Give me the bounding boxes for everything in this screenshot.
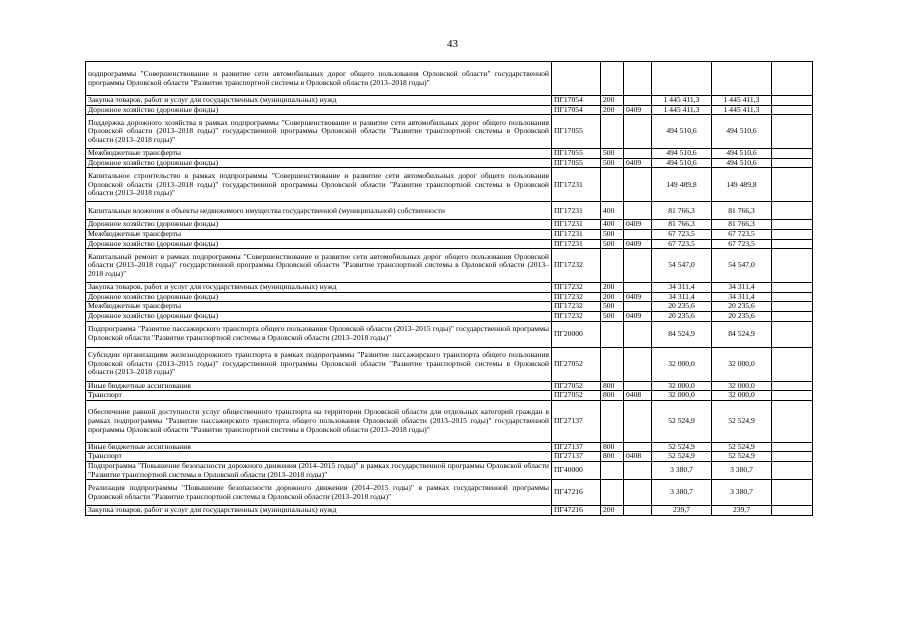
table-row bbox=[86, 442, 813, 452]
row-name-cell: Субсидии организациям железнодорожного транспорта в рамках подпрограммы "Развитие пассажирского транспорта общего пользования Орловской области (2013–2015 годы)" государственной программы Орловской области "Развитие транспортной системы в Орловской области (2013–2018 годы)" bbox=[86, 347, 552, 381]
amount-cell: 67 723,5 bbox=[712, 229, 772, 239]
table-row bbox=[86, 461, 813, 479]
target-article-cell: ПГ17231 bbox=[552, 229, 601, 239]
expense-type-cell: 500 bbox=[601, 229, 624, 239]
amount-cell: 3 380,7 bbox=[712, 461, 772, 479]
empty-cell bbox=[772, 400, 813, 442]
amount-cell: 32 000,0 bbox=[712, 347, 772, 381]
table-row bbox=[86, 283, 813, 293]
amount-cell: 52 524,9 bbox=[712, 452, 772, 462]
target-article-cell: ПГ17232 bbox=[552, 249, 601, 283]
amount-cell: 32 000,0 bbox=[652, 391, 712, 401]
target-article-cell: ПГ17231 bbox=[552, 220, 601, 230]
section-cell bbox=[624, 442, 652, 452]
target-article-cell: ПГ17231 bbox=[552, 168, 601, 202]
target-article-cell: ПГ27137 bbox=[552, 442, 601, 452]
expense-type-cell: 500 bbox=[601, 239, 624, 249]
section-cell bbox=[624, 461, 652, 479]
table-row bbox=[86, 321, 813, 347]
table-row bbox=[86, 115, 813, 149]
empty-cell bbox=[772, 239, 813, 249]
row-name-cell: Закупка товаров, работ и услуг для государственных (муниципальных) нужд bbox=[86, 96, 552, 106]
amount-cell: 494 510,6 bbox=[712, 149, 772, 159]
row-name-cell: Дорожное хозяйство (дорожные фонды) bbox=[86, 292, 552, 302]
amount-cell: 34 311,4 bbox=[712, 292, 772, 302]
expense-type-cell bbox=[601, 480, 624, 506]
section-cell: 0408 bbox=[624, 391, 652, 401]
row-name-cell: Дорожное хозяйство (дорожные фонды) bbox=[86, 158, 552, 168]
amount-cell: 3 380,7 bbox=[652, 461, 712, 479]
target-article-cell: ПГ47216 bbox=[552, 480, 601, 506]
expense-type-cell: 800 bbox=[601, 442, 624, 452]
amount-cell: 3 380,7 bbox=[712, 480, 772, 506]
section-cell: 0409 bbox=[624, 311, 652, 321]
table-row bbox=[86, 480, 813, 506]
amount-cell: 67 723,5 bbox=[712, 239, 772, 249]
amount-cell: 20 235,6 bbox=[712, 311, 772, 321]
amount-cell: 34 311,4 bbox=[712, 283, 772, 293]
table-row bbox=[86, 149, 813, 159]
target-article-cell: ПГ17231 bbox=[552, 239, 601, 249]
amount-cell: 52 524,9 bbox=[652, 442, 712, 452]
amount-cell: 3 380,7 bbox=[652, 480, 712, 506]
empty-cell bbox=[772, 96, 813, 106]
amount-cell: 52 524,9 bbox=[652, 400, 712, 442]
table-row bbox=[86, 302, 813, 312]
section-cell bbox=[624, 96, 652, 106]
section-cell bbox=[624, 149, 652, 159]
amount-cell: 494 510,6 bbox=[652, 115, 712, 149]
target-article-cell: ПГ17055 bbox=[552, 115, 601, 149]
row-name-cell: Реализация подпрограммы "Повышение безопасности дорожного движения (2014–2015 годы)" в рамках государственной программы Орловской области "Развитие транспортной системы в Орловской области (2013–2018 годы)" bbox=[86, 480, 552, 506]
expense-type-cell: 800 bbox=[601, 391, 624, 401]
section-cell bbox=[624, 249, 652, 283]
row-name-cell: Подпрограмма "Развитие пассажирского транспорта общего пользования Орловской области (2013–2015 годы)" государственной программы Орловской области "Развитие транспортной системы в Орловской области (2013–2018 годы)" bbox=[86, 321, 552, 347]
expense-type-cell bbox=[601, 168, 624, 202]
expense-type-cell: 200 bbox=[601, 283, 624, 293]
row-name-cell: Межбюджетные трансферты bbox=[86, 229, 552, 239]
table-row bbox=[86, 202, 813, 220]
empty-cell bbox=[772, 442, 813, 452]
empty-cell bbox=[772, 283, 813, 293]
table-row bbox=[86, 239, 813, 249]
table-row bbox=[86, 220, 813, 230]
section-cell bbox=[624, 400, 652, 442]
amount-cell: 20 235,6 bbox=[652, 311, 712, 321]
table-row bbox=[86, 400, 813, 442]
section-cell: 0408 bbox=[624, 452, 652, 462]
empty-cell bbox=[772, 62, 813, 96]
amount-cell: 34 311,4 bbox=[652, 292, 712, 302]
expense-type-cell: 800 bbox=[601, 452, 624, 462]
page-number: 43 bbox=[447, 38, 458, 50]
amount-cell: 84 524,9 bbox=[652, 321, 712, 347]
target-article-cell: ПГ27137 bbox=[552, 400, 601, 442]
table-row bbox=[86, 452, 813, 462]
expense-type-cell: 500 bbox=[601, 149, 624, 159]
expense-type-cell bbox=[601, 62, 624, 96]
empty-cell bbox=[772, 506, 813, 516]
table-row bbox=[86, 249, 813, 283]
amount-cell: 67 723,5 bbox=[652, 239, 712, 249]
empty-cell bbox=[772, 391, 813, 401]
empty-cell bbox=[772, 292, 813, 302]
empty-cell bbox=[772, 249, 813, 283]
row-name-cell: Межбюджетные трансферты bbox=[86, 302, 552, 312]
table-row bbox=[86, 506, 813, 516]
amount-cell: 494 510,6 bbox=[652, 158, 712, 168]
amount-cell: 81 766,3 bbox=[712, 202, 772, 220]
empty-cell bbox=[772, 452, 813, 462]
row-name-cell: Транспорт bbox=[86, 391, 552, 401]
expense-type-cell bbox=[601, 321, 624, 347]
target-article-cell: ПГ17055 bbox=[552, 149, 601, 159]
expense-type-cell: 200 bbox=[601, 96, 624, 106]
row-name-cell: Дорожное хозяйство (дорожные фонды) bbox=[86, 220, 552, 230]
section-cell: 0409 bbox=[624, 105, 652, 115]
expense-type-cell: 400 bbox=[601, 202, 624, 220]
section-cell bbox=[624, 381, 652, 391]
row-name-cell: Иные бюджетные ассигнования bbox=[86, 381, 552, 391]
section-cell bbox=[624, 62, 652, 96]
section-cell bbox=[624, 347, 652, 381]
amount-cell: 81 766,3 bbox=[652, 220, 712, 230]
expense-type-cell: 500 bbox=[601, 302, 624, 312]
row-name-cell: Дорожное хозяйство (дорожные фонды) bbox=[86, 311, 552, 321]
amount-cell: 1 445 411,3 bbox=[652, 96, 712, 106]
row-name-cell: Поддержка дорожного хозяйства в рамках подпрограммы "Совершенствование и развитие сети автомобильных дорог общего пользования Орловской области (2013–2018 годы)" государственной программы Орловской области "Развитие транспортной системы в Орловской области (2013–2018 годы)" bbox=[86, 115, 552, 149]
table-row bbox=[86, 62, 813, 96]
amount-cell: 54 547,0 bbox=[712, 249, 772, 283]
target-article-cell: ПГ40000 bbox=[552, 461, 601, 479]
empty-cell bbox=[772, 321, 813, 347]
target-article-cell: ПГ27052 bbox=[552, 391, 601, 401]
empty-cell bbox=[772, 202, 813, 220]
section-cell: 0409 bbox=[624, 220, 652, 230]
table-row bbox=[86, 292, 813, 302]
amount-cell: 1 445 411,3 bbox=[652, 105, 712, 115]
amount-cell: 32 000,0 bbox=[712, 381, 772, 391]
amount-cell: 20 235,6 bbox=[712, 302, 772, 312]
row-name-cell: Иные бюджетные ассигнования bbox=[86, 442, 552, 452]
section-cell bbox=[624, 506, 652, 516]
empty-cell bbox=[772, 229, 813, 239]
table-row bbox=[86, 311, 813, 321]
table-row bbox=[86, 391, 813, 401]
table-row bbox=[86, 96, 813, 106]
amount-cell: 149 489,8 bbox=[712, 168, 772, 202]
target-article-cell: ПГ17232 bbox=[552, 302, 601, 312]
amount-cell: 52 524,9 bbox=[652, 452, 712, 462]
target-article-cell: ПГ47216 bbox=[552, 506, 601, 516]
amount-cell bbox=[712, 62, 772, 96]
section-cell bbox=[624, 283, 652, 293]
amount-cell: 239,7 bbox=[712, 506, 772, 516]
table-row bbox=[86, 381, 813, 391]
row-name-cell: Капитальное строительство в рамках подпрограммы "Совершенствование и развитие сети автомобильных дорог общего пользования Орловской области (2013–2018 годы)" государственной программы Орловской области "Развитие транспортной системы в Орловской области (2013–2018 годы)" bbox=[86, 168, 552, 202]
expense-type-cell bbox=[601, 347, 624, 381]
amount-cell: 149 489,8 bbox=[652, 168, 712, 202]
empty-cell bbox=[772, 347, 813, 381]
row-name-cell: Межбюджетные трансферты bbox=[86, 149, 552, 159]
target-article-cell: ПГ20000 bbox=[552, 321, 601, 347]
amount-cell: 1 445 411,3 bbox=[712, 105, 772, 115]
target-article-cell: ПГ27137 bbox=[552, 452, 601, 462]
expense-type-cell: 200 bbox=[601, 506, 624, 516]
amount-cell: 494 510,6 bbox=[712, 115, 772, 149]
section-cell bbox=[624, 480, 652, 506]
section-cell bbox=[624, 321, 652, 347]
empty-cell bbox=[772, 461, 813, 479]
amount-cell: 494 510,6 bbox=[712, 158, 772, 168]
row-name-cell: Дорожное хозяйство (дорожные фонды) bbox=[86, 105, 552, 115]
empty-cell bbox=[772, 105, 813, 115]
target-article-cell: ПГ17232 bbox=[552, 311, 601, 321]
empty-cell bbox=[772, 149, 813, 159]
budget-table bbox=[85, 61, 813, 516]
row-name-cell: подпрограммы "Совершенствование и развитие сети автомобильных дорог общего пользования Орловской области" государственной программы Орловской области "Развитие транспортной системы в Орловской области (2013–2018 годы)" bbox=[86, 62, 552, 96]
amount-cell: 54 547,0 bbox=[652, 249, 712, 283]
amount-cell: 32 000,0 bbox=[712, 391, 772, 401]
table-row bbox=[86, 105, 813, 115]
amount-cell: 32 000,0 bbox=[652, 381, 712, 391]
amount-cell: 81 766,3 bbox=[652, 202, 712, 220]
amount-cell: 84 524,9 bbox=[712, 321, 772, 347]
expense-type-cell: 200 bbox=[601, 105, 624, 115]
amount-cell bbox=[652, 62, 712, 96]
amount-cell: 1 445 411,3 bbox=[712, 96, 772, 106]
empty-cell bbox=[772, 381, 813, 391]
row-name-cell: Подпрограмма "Повышение безопасности дорожного движения (2014–2015 годы)" в рамках государственной программы Орловской области "Развитие транспортной системы в Орловской области (2013–2018 годы)" bbox=[86, 461, 552, 479]
row-name-cell: Закупка товаров, работ и услуг для государственных (муниципальных) нужд bbox=[86, 506, 552, 516]
section-cell: 0409 bbox=[624, 239, 652, 249]
target-article-cell: ПГ17054 bbox=[552, 96, 601, 106]
section-cell bbox=[624, 202, 652, 220]
empty-cell bbox=[772, 480, 813, 506]
section-cell bbox=[624, 229, 652, 239]
section-cell: 0409 bbox=[624, 292, 652, 302]
target-article-cell: ПГ17231 bbox=[552, 202, 601, 220]
expense-type-cell bbox=[601, 249, 624, 283]
section-cell: 0409 bbox=[624, 158, 652, 168]
amount-cell: 494 510,6 bbox=[652, 149, 712, 159]
row-name-cell: Закупка товаров, работ и услуг для государственных (муниципальных) нужд bbox=[86, 283, 552, 293]
amount-cell: 32 000,0 bbox=[652, 347, 712, 381]
expense-type-cell: 400 bbox=[601, 220, 624, 230]
target-article-cell bbox=[552, 62, 601, 96]
row-name-cell: Транспорт bbox=[86, 452, 552, 462]
amount-cell: 52 524,9 bbox=[712, 400, 772, 442]
table-row bbox=[86, 229, 813, 239]
empty-cell bbox=[772, 115, 813, 149]
amount-cell: 239,7 bbox=[652, 506, 712, 516]
table-row bbox=[86, 168, 813, 202]
target-article-cell: ПГ17055 bbox=[552, 158, 601, 168]
target-article-cell: ПГ17054 bbox=[552, 105, 601, 115]
empty-cell bbox=[772, 158, 813, 168]
empty-cell bbox=[772, 302, 813, 312]
amount-cell: 67 723,5 bbox=[652, 229, 712, 239]
target-article-cell: ПГ17232 bbox=[552, 283, 601, 293]
amount-cell: 34 311,4 bbox=[652, 283, 712, 293]
target-article-cell: ПГ27052 bbox=[552, 347, 601, 381]
amount-cell: 52 524,9 bbox=[712, 442, 772, 452]
section-cell bbox=[624, 302, 652, 312]
expense-type-cell: 500 bbox=[601, 158, 624, 168]
section-cell bbox=[624, 168, 652, 202]
empty-cell bbox=[772, 311, 813, 321]
row-name-cell: Дорожное хозяйство (дорожные фонды) bbox=[86, 239, 552, 249]
row-name-cell: Капитальный ремонт в рамках подпрограммы "Совершенствование и развитие сети автомобильных дорог общего пользования Орловской области (2013–2018 годы)" государственной программы Орловской области "Развитие транспортной системы в Орловской области (2013–2018 годы)" bbox=[86, 249, 552, 283]
target-article-cell: ПГ17232 bbox=[552, 292, 601, 302]
row-name-cell: Обеспечение равной доступности услуг общественного транспорта на территории Орловской области для отдельных категорий граждан в рамках подпрограммы "Развитие пассажирского транспорта общего пользования Орловской области (2013–2015 годы)" государственной программы Орловской области "Развитие транспортной системы в Орловской области (2013–2018 годы)" bbox=[86, 400, 552, 442]
expense-type-cell: 200 bbox=[601, 292, 624, 302]
table-row bbox=[86, 347, 813, 381]
row-name-cell: Капитальные вложения в объекты недвижимого имущества государственной (муниципальной) собственности bbox=[86, 202, 552, 220]
table-row bbox=[86, 158, 813, 168]
section-cell bbox=[624, 115, 652, 149]
empty-cell bbox=[772, 220, 813, 230]
empty-cell bbox=[772, 168, 813, 202]
expense-type-cell bbox=[601, 461, 624, 479]
expense-type-cell: 500 bbox=[601, 311, 624, 321]
amount-cell: 81 766,3 bbox=[712, 220, 772, 230]
amount-cell: 20 235,6 bbox=[652, 302, 712, 312]
expense-type-cell: 800 bbox=[601, 381, 624, 391]
expense-type-cell bbox=[601, 115, 624, 149]
expense-type-cell bbox=[601, 400, 624, 442]
target-article-cell: ПГ27052 bbox=[552, 381, 601, 391]
